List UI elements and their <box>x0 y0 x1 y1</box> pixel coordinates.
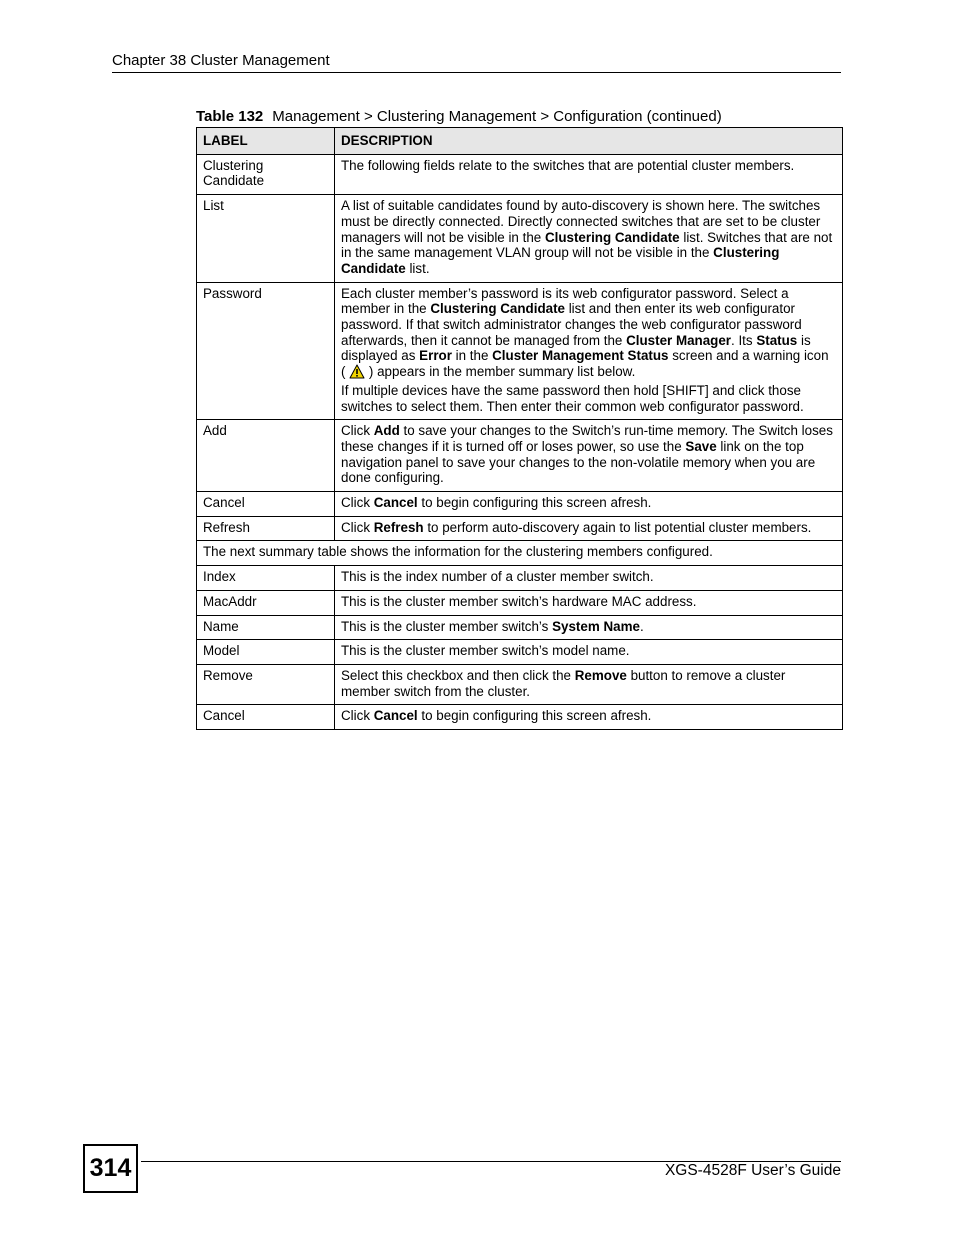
description-text: . <box>639 618 644 634</box>
table-row <box>197 492 843 517</box>
description-paragraph <box>341 619 836 635</box>
description-cell <box>335 282 843 420</box>
warning-icon <box>349 364 365 379</box>
description-paragraph <box>341 286 836 380</box>
description-cell <box>335 640 843 665</box>
table-row <box>197 664 843 704</box>
description-cell <box>335 154 843 194</box>
description-text: Click <box>341 519 374 535</box>
label-cell: Add <box>197 420 335 492</box>
description-cell <box>335 492 843 517</box>
description-paragraph <box>341 383 836 414</box>
table-number: Table 132 <box>196 108 264 125</box>
description-text: list. <box>405 260 430 276</box>
description-text: to begin configuring this screen afresh. <box>417 495 652 511</box>
description-paragraph <box>341 158 836 174</box>
table-row <box>197 566 843 591</box>
bold-term: Clustering Candidate <box>341 245 780 276</box>
label-cell: MacAddr <box>197 590 335 615</box>
description-text: to save your changes to the Switch’s run-time memory. The Switch loses these changes if it is turned off or loses power, so use the <box>341 423 833 454</box>
bold-term: Status <box>756 332 798 348</box>
table-body <box>197 154 843 729</box>
description-paragraph <box>341 708 836 724</box>
description-text: A list of suitable candidates found by auto-discovery is shown here. The switches must be directly connected. Directly connected switches that are set to be cluster managers will not be visible in the <box>341 198 821 245</box>
guide-title: XGS-4528F User’s Guide <box>664 1162 841 1179</box>
page-number: 314 <box>89 1154 132 1182</box>
description-text: to perform auto-discovery again to list potential cluster members. <box>423 519 812 535</box>
description-cell <box>335 566 843 591</box>
bold-term: Cancel <box>373 708 418 724</box>
description-paragraph <box>341 423 836 486</box>
description-cell <box>335 590 843 615</box>
bold-term: Add <box>373 423 400 439</box>
table-row <box>197 615 843 640</box>
description-text: If multiple devices have the same password then hold [SHIFT] and click those switches to select them. Then enter their common web configurator password. <box>341 382 804 414</box>
description-text: Click <box>341 495 374 511</box>
table-header-row <box>197 128 843 155</box>
description-paragraph <box>341 520 836 536</box>
description-text: to begin configuring this screen afresh. <box>417 708 652 724</box>
table-row <box>197 154 843 194</box>
description-paragraph <box>341 198 836 277</box>
description-text: button to remove a cluster member switch from the cluster. <box>341 667 786 699</box>
description-cell <box>335 195 843 283</box>
page-number-box <box>83 1144 138 1193</box>
description-text: . Its <box>731 332 757 348</box>
description-text: in the <box>451 348 493 364</box>
description-cell <box>335 516 843 541</box>
table-row <box>197 516 843 541</box>
description-text: list. Switches that are not in the same management VLAN group will not be visible in the <box>341 229 833 261</box>
label-cell: Refresh <box>197 516 335 541</box>
chapter-title: Chapter 38 Cluster Management <box>112 52 330 69</box>
description-text: list and then enter its web configurator password. If that switch administrator changes the web configurator password afterwards, then it cannot be managed from the <box>341 301 802 348</box>
bold-term: Error <box>419 348 452 364</box>
description-text: This is the index number of a cluster member switch. <box>341 569 654 585</box>
table-row <box>197 420 843 492</box>
description-paragraph <box>341 495 836 511</box>
table-row <box>197 705 843 730</box>
description-paragraph <box>341 643 836 659</box>
description-text: Each cluster member’s password is its web configurator password. Select a member in the <box>341 285 789 317</box>
bold-term: Refresh <box>373 519 424 535</box>
bold-term: Save <box>685 438 717 454</box>
table-row <box>197 282 843 420</box>
label-cell: Index <box>197 566 335 591</box>
table-row <box>197 590 843 615</box>
bold-term: System Name <box>552 618 640 634</box>
label-cell: Cancel <box>197 705 335 730</box>
label-cell: Name <box>197 615 335 640</box>
bold-term: Remove <box>574 667 627 683</box>
configuration-table <box>196 127 843 730</box>
description-cell <box>335 420 843 492</box>
description-cell <box>335 664 843 704</box>
description-cell <box>335 615 843 640</box>
label-cell: Password <box>197 282 335 420</box>
summary-note-cell: The next summary table shows the information for the clustering members configured. <box>197 541 843 566</box>
bold-term: Cluster Manager <box>626 332 732 348</box>
bold-term: Cancel <box>373 495 418 511</box>
label-cell: Clustering Candidate <box>197 154 335 194</box>
description-text: screen and a warning icon ( <box>341 348 829 380</box>
description-text: Click <box>341 708 374 724</box>
label-cell: Cancel <box>197 492 335 517</box>
chapter-header <box>112 51 841 73</box>
bold-term: Clustering Candidate <box>544 229 680 245</box>
table-caption <box>196 107 842 126</box>
description-column-header: DESCRIPTION <box>335 128 843 155</box>
table-title: Management > Clustering Management > Configuration (continued) <box>272 108 722 125</box>
label-cell: Remove <box>197 664 335 704</box>
table-row <box>197 541 843 566</box>
description-text: This is the cluster member switch’s <box>341 618 553 634</box>
description-text: ) appears in the member summary list below. <box>365 364 636 380</box>
description-paragraph <box>341 668 836 699</box>
label-cell: Model <box>197 640 335 665</box>
description-paragraph <box>341 569 836 585</box>
description-text: This is the cluster member switch’s hardware MAC address. <box>341 593 697 609</box>
label-column-header: LABEL <box>197 128 335 155</box>
description-text: Select this checkbox and then click the <box>341 667 575 683</box>
bold-term: Cluster Management Status <box>492 348 669 364</box>
table-row <box>197 195 843 283</box>
description-text: is displayed as <box>341 332 811 364</box>
bold-term: Clustering Candidate <box>430 301 565 317</box>
label-cell: List <box>197 195 335 283</box>
description-cell <box>335 705 843 730</box>
description-text: The following fields relate to the switches that are potential cluster members. <box>341 157 795 173</box>
table-row <box>197 640 843 665</box>
description-text: Click <box>341 423 374 439</box>
description-text: This is the cluster member switch’s model name. <box>341 643 630 659</box>
description-paragraph <box>341 594 836 610</box>
description-text: link on the top navigation panel to save your changes to the non-volatile memory when you are done configuring. <box>341 438 816 486</box>
